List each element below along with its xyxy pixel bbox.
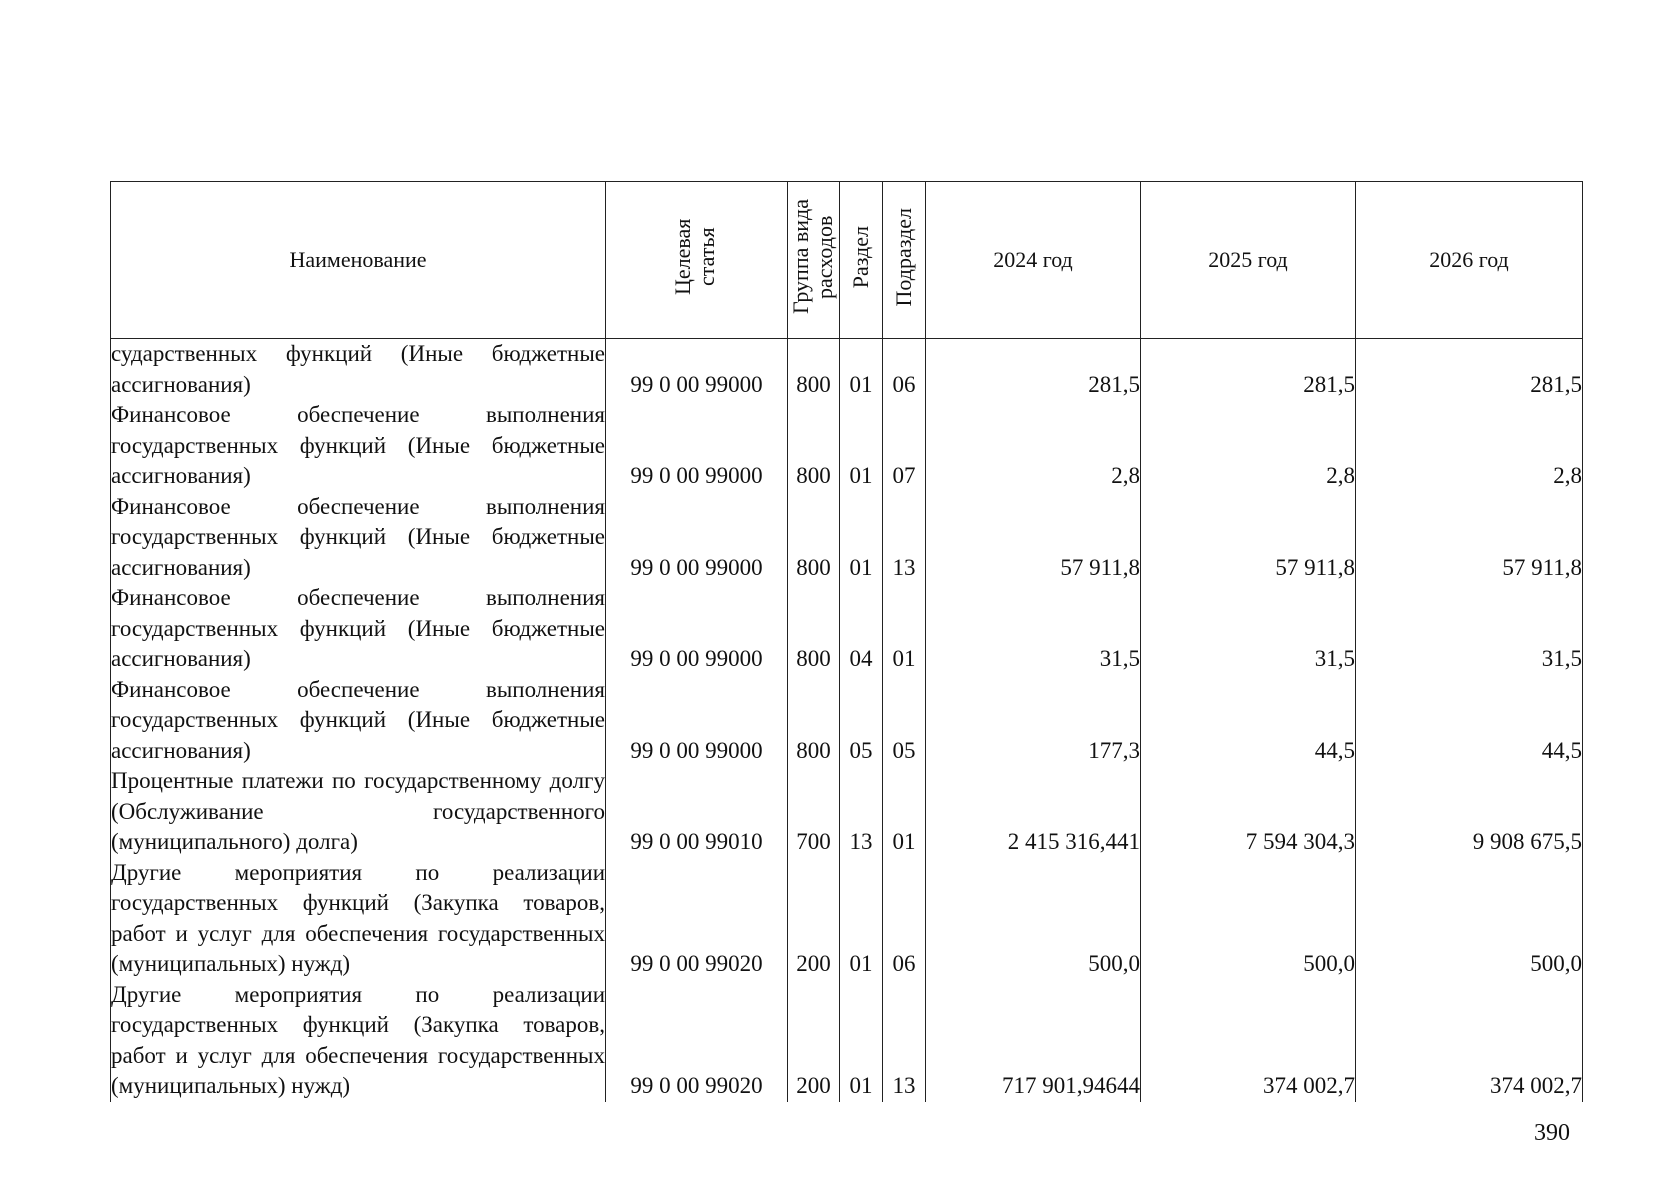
row-amount-2024: 500,0	[926, 858, 1141, 980]
row-subsection: 07	[883, 400, 926, 492]
row-subsection: 05	[883, 675, 926, 767]
row-amount-2026: 57 911,8	[1356, 492, 1583, 584]
row-amount-2025: 57 911,8	[1141, 492, 1356, 584]
row-expense-group: 800	[788, 339, 840, 401]
header-2025: 2025 год	[1141, 182, 1356, 339]
row-name: Процентные платежи по государственному долгу (Обслуживание государственного (муниципального) долга)	[111, 766, 606, 858]
header-name: Наименование	[111, 182, 606, 339]
row-target-article: 99 0 00 99000	[606, 492, 788, 584]
row-name: Финансовое обеспечение выполнения государственных функций (Иные бюджетные ассигнования)	[111, 675, 606, 767]
row-expense-group: 800	[788, 492, 840, 584]
row-amount-2024: 281,5	[926, 339, 1141, 401]
row-amount-2024: 717 901,94644	[926, 980, 1141, 1102]
header-expense-group: Группа вида расходов	[788, 182, 840, 339]
row-amount-2024: 31,5	[926, 583, 1141, 675]
table-row	[111, 980, 1583, 1102]
row-name: сударственных функций (Иные бюджетные ассигнования)	[111, 339, 606, 401]
row-amount-2026: 281,5	[1356, 339, 1583, 401]
row-section: 01	[840, 339, 883, 401]
row-expense-group: 800	[788, 583, 840, 675]
row-expense-group: 200	[788, 980, 840, 1102]
row-amount-2024: 2,8	[926, 400, 1141, 492]
header-section: Раздел	[840, 182, 883, 339]
row-expense-group: 200	[788, 858, 840, 980]
row-expense-group: 800	[788, 675, 840, 767]
row-amount-2026: 9 908 675,5	[1356, 766, 1583, 858]
row-target-article: 99 0 00 99000	[606, 400, 788, 492]
row-amount-2024: 2 415 316,441	[926, 766, 1141, 858]
row-name: Финансовое обеспечение выполнения государственных функций (Иные бюджетные ассигнования)	[111, 583, 606, 675]
row-section: 13	[840, 766, 883, 858]
row-amount-2025: 500,0	[1141, 858, 1356, 980]
row-amount-2025: 31,5	[1141, 583, 1356, 675]
row-target-article: 99 0 00 99000	[606, 675, 788, 767]
header-row	[111, 182, 1583, 339]
row-section: 05	[840, 675, 883, 767]
budget-table	[110, 181, 1583, 1102]
table-row	[111, 766, 1583, 858]
row-target-article: 99 0 00 99020	[606, 980, 788, 1102]
row-target-article: 99 0 00 99000	[606, 339, 788, 401]
row-amount-2025: 7 594 304,3	[1141, 766, 1356, 858]
header-subsection: Подраздел	[883, 182, 926, 339]
header-2026: 2026 год	[1356, 182, 1583, 339]
row-amount-2026: 31,5	[1356, 583, 1583, 675]
row-amount-2026: 374 002,7	[1356, 980, 1583, 1102]
row-section: 01	[840, 400, 883, 492]
row-subsection: 13	[883, 980, 926, 1102]
table-row	[111, 400, 1583, 492]
table-row	[111, 492, 1583, 584]
row-subsection: 13	[883, 492, 926, 584]
table-row	[111, 583, 1583, 675]
row-amount-2024: 57 911,8	[926, 492, 1141, 584]
header-target-article: Целевая статья	[606, 182, 788, 339]
row-subsection: 06	[883, 339, 926, 401]
row-amount-2026: 500,0	[1356, 858, 1583, 980]
row-amount-2026: 44,5	[1356, 675, 1583, 767]
row-name: Другие мероприятия по реализации государственных функций (Закупка товаров, работ и услуг для обеспечения государственных (муниципальных) нужд)	[111, 980, 606, 1102]
table-row	[111, 858, 1583, 980]
header-2024: 2024 год	[926, 182, 1141, 339]
row-section: 01	[840, 492, 883, 584]
row-amount-2025: 44,5	[1141, 675, 1356, 767]
row-amount-2024: 177,3	[926, 675, 1141, 767]
row-subsection: 01	[883, 583, 926, 675]
table-row	[111, 675, 1583, 767]
row-name: Финансовое обеспечение выполнения государственных функций (Иные бюджетные ассигнования)	[111, 492, 606, 584]
row-section: 01	[840, 858, 883, 980]
row-section: 01	[840, 980, 883, 1102]
row-amount-2026: 2,8	[1356, 400, 1583, 492]
row-expense-group: 700	[788, 766, 840, 858]
table-body	[111, 339, 1583, 1102]
table-row	[111, 339, 1583, 401]
row-name: Финансовое обеспечение выполнения государственных функций (Иные бюджетные ассигнования)	[111, 400, 606, 492]
page-number: 390	[1534, 1120, 1570, 1146]
row-subsection: 06	[883, 858, 926, 980]
row-target-article: 99 0 00 99010	[606, 766, 788, 858]
row-amount-2025: 281,5	[1141, 339, 1356, 401]
row-amount-2025: 2,8	[1141, 400, 1356, 492]
row-amount-2025: 374 002,7	[1141, 980, 1356, 1102]
row-expense-group: 800	[788, 400, 840, 492]
row-subsection: 01	[883, 766, 926, 858]
row-section: 04	[840, 583, 883, 675]
row-name: Другие мероприятия по реализации государственных функций (Закупка товаров, работ и услуг для обеспечения государственных (муниципальных) нужд)	[111, 858, 606, 980]
row-target-article: 99 0 00 99000	[606, 583, 788, 675]
row-target-article: 99 0 00 99020	[606, 858, 788, 980]
